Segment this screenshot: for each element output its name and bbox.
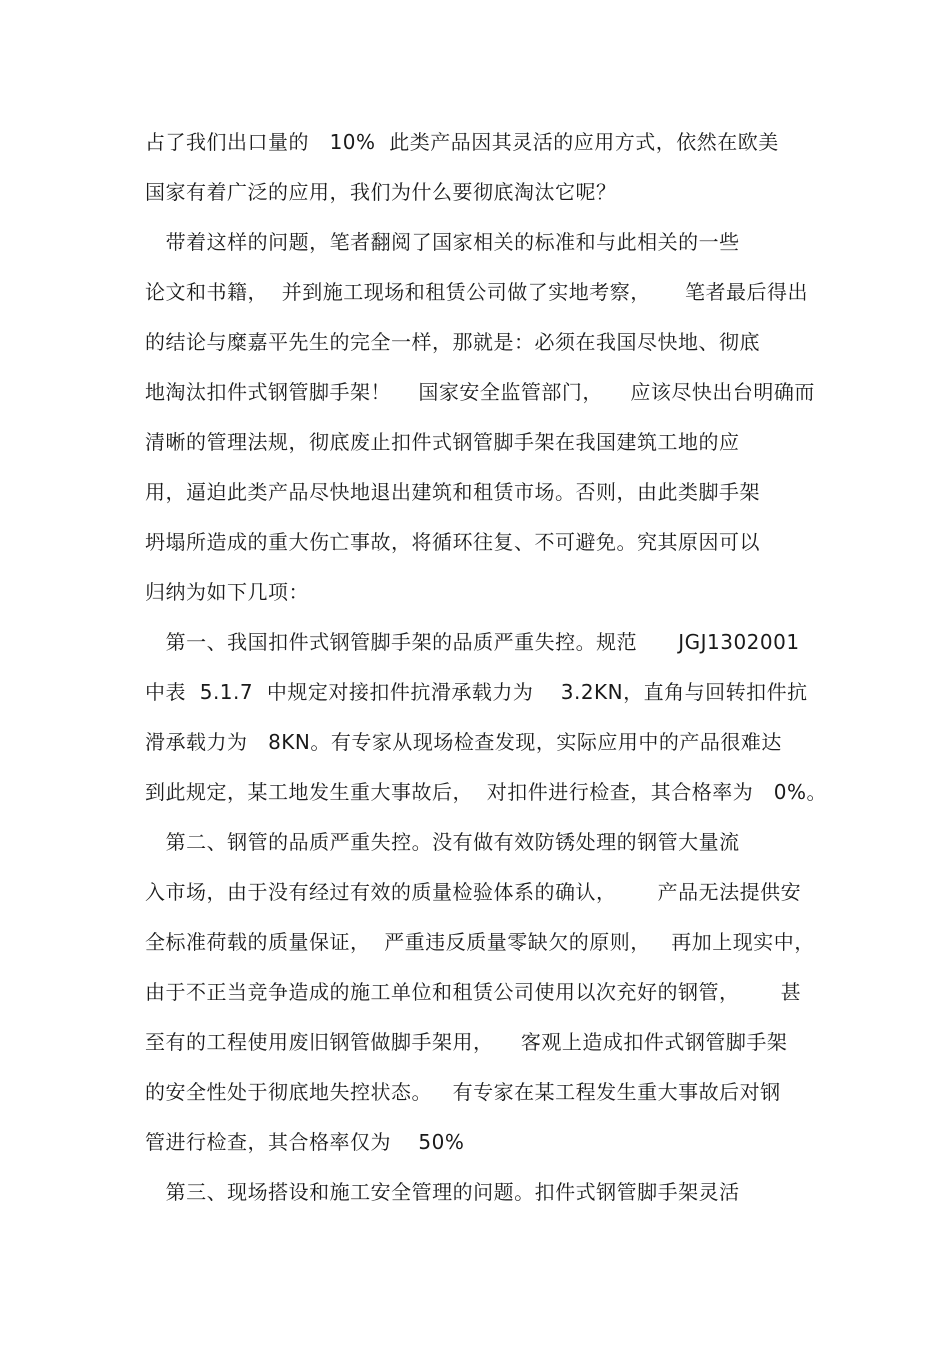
text-line: 地淘汰扣件式钢管脚手架！ 国家安全监管部门， 应该尽快出台明确而 xyxy=(145,380,815,404)
text-line: 清晰的管理法规，彻底废止扣件式钢管脚手架在我国建筑工地的应 xyxy=(145,430,740,454)
text-line: 中表 5.1.7 中规定对接扣件抗滑承载力为 3.2KN，直角与回转扣件抗 xyxy=(145,680,808,704)
text-line: 的安全性处于彻底地失控状态。 有专家在某工程发生重大事故后对钢 xyxy=(145,1080,781,1104)
text-line: 第三、现场搭设和施工安全管理的问题。扣件式钢管脚手架灵活 xyxy=(145,1180,740,1204)
text-line: 入市场，由于没有经过有效的质量检验体系的确认， 产品无法提供安 xyxy=(145,880,802,904)
text-line: 论文和书籍， 并到施工现场和租赁公司做了实地考察， 笔者最后得出 xyxy=(145,280,809,304)
text-line: 带着这样的问题，笔者翻阅了国家相关的标准和与此相关的一些 xyxy=(145,230,740,254)
text-line: 第一、我国扣件式钢管脚手架的品质严重失控。规范 JGJ1302001 xyxy=(145,630,800,654)
text-line: 由于不正当竞争造成的施工单位和租赁公司使用以次充好的钢管， 甚 xyxy=(145,980,802,1004)
text-line: 滑承载力为 8KN。有专家从现场检查发现，实际应用中的产品很难达 xyxy=(145,730,782,754)
text-line: 国家有着广泛的应用，我们为什么要彻底淘汰它呢？ xyxy=(145,180,617,204)
text-line: 到此规定，某工地发生重大事故后， 对扣件进行检查，其合格率为 0%。 xyxy=(145,780,828,804)
text-line: 全标准荷载的质量保证， 严重违反质量零缺欠的原则， 再加上现实中， xyxy=(145,930,815,954)
text-line: 管进行检查，其合格率仅为 50% xyxy=(145,1130,465,1154)
text-line: 至有的工程使用废旧钢管做脚手架用， 客观上造成扣件式钢管脚手架 xyxy=(145,1030,788,1054)
text-line: 的结论与糜嘉平先生的完全一样，那就是：必须在我国尽快地、彻底 xyxy=(145,330,760,354)
text-line: 坍塌所造成的重大伤亡事故，将循环往复、不可避免。究其原因可以 xyxy=(145,530,760,554)
text-line: 归纳为如下几项： xyxy=(145,580,309,604)
text-line: 用，逼迫此类产品尽快地退出建筑和租赁市场。否则，由此类脚手架 xyxy=(145,480,760,504)
text-line: 第二、钢管的品质严重失控。没有做有效防锈处理的钢管大量流 xyxy=(145,830,740,854)
text-line: 占了我们出口量的 10% 此类产品因其灵活的应用方式，依然在欧美 xyxy=(145,130,779,154)
